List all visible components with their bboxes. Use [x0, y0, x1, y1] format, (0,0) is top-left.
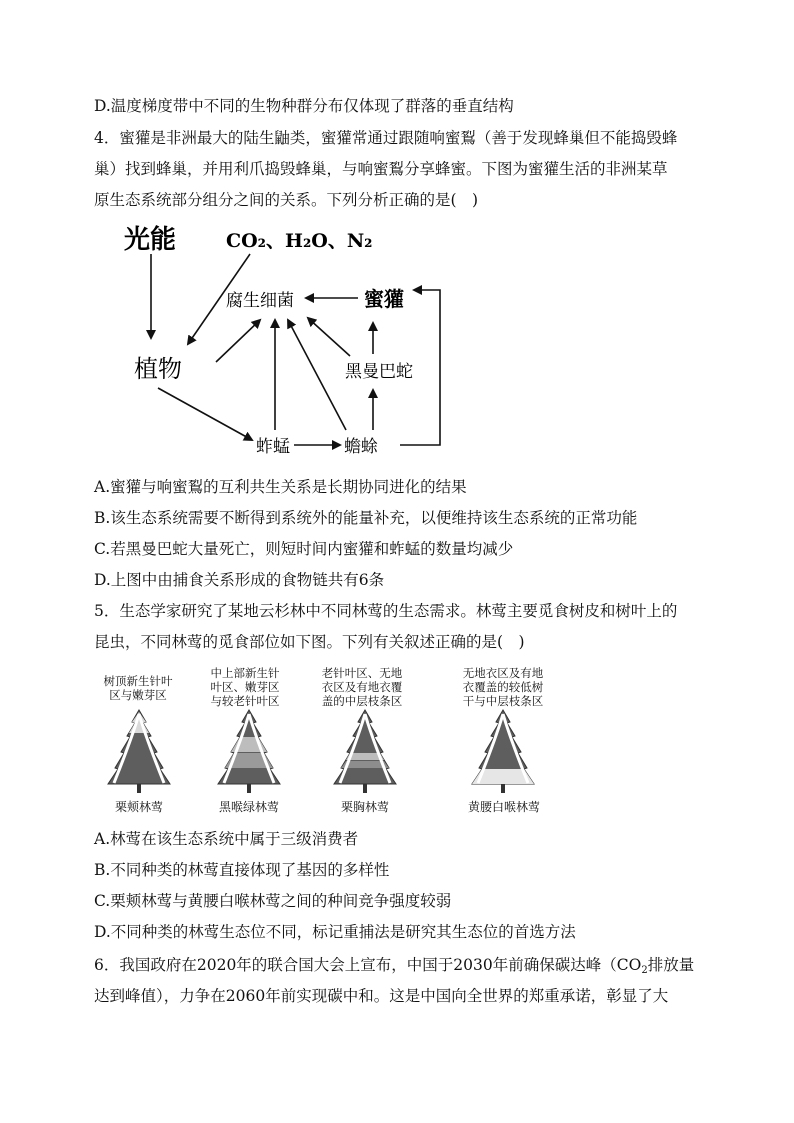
q3-option-d: D.温度梯度带中不同的生物种群分布仅体现了群落的垂直结构	[94, 97, 514, 115]
tree-1	[108, 710, 170, 793]
q5-option-b: B.不同种类的林莺直接体现了基因的多样性	[94, 861, 390, 879]
node-snake: 黑曼巴蛇	[345, 362, 413, 382]
food-web-diagram	[118, 220, 458, 465]
tree-1-label: 树顶新生针叶 区与嫩芽区	[103, 674, 173, 702]
node-honey-badger: 蜜獾	[364, 287, 404, 311]
tree-3-name: 栗胸林莺	[340, 800, 389, 814]
warbler-tree-figure	[96, 660, 576, 820]
tree-3	[334, 710, 396, 793]
node-light: 光能	[124, 225, 177, 255]
tree-1-name: 栗颊林莺	[114, 800, 163, 814]
tree-3-label: 老针叶区、无地 衣区及有地衣覆 盖的中层枝条区	[321, 666, 403, 708]
node-gases: CO₂、H₂O、N₂	[226, 230, 373, 252]
q5-option-d: D.不同种类的林莺生态位不同，标记重捕法是研究其生态位的首选方法	[94, 923, 576, 941]
q4-stem-line2: 巢）找到蜂巢，并用利爪捣毁蜂巢，与响蜜鴷分享蜂蜜。下图为蜜獾生活的非洲某草	[94, 160, 668, 178]
arrow-toad-decomposer	[288, 320, 346, 430]
arrow-snake-decomposer	[308, 318, 350, 356]
trees-illustration	[96, 708, 576, 796]
node-decomposer: 腐生细菌	[226, 291, 294, 311]
q5-stem-line1: 5．生态学家研究了某地云杉林中不同林莺的生态需求。林莺主要觅食树皮和树叶上的	[94, 602, 678, 620]
arrow-plant-grasshopper	[158, 388, 252, 440]
tree-4	[472, 710, 534, 793]
tree-2	[218, 710, 280, 793]
node-plant: 植物	[134, 355, 182, 383]
q6-stem-line2: 达到峰值），力争在2060年前实现碳中和。这是中国向全世界的郑重承诺，彰显了大	[94, 987, 669, 1005]
q6-stem-line1: 6．我国政府在2020年的联合国大会上宣布，中国于2030年前确保碳达峰（$CO_2$排放量	[94, 956, 695, 976]
tree-4-name: 黄腰白喉林莺	[467, 800, 540, 814]
q5-option-c: C.栗颊林莺与黄腰白喉林莺之间的种间竞争强度较弱	[94, 892, 452, 910]
q4-option-a: A.蜜獾与响蜜鴷的互利共生关系是长期协同进化的结果	[94, 478, 467, 496]
q5-option-a: A.林莺在该生态系统中属于三级消费者	[94, 830, 359, 848]
q5-stem-line2: 昆虫，不同林莺的觅食部位如下图。下列有关叙述正确的是( )	[94, 633, 525, 651]
tree-2-label: 中上部新生针 叶区、嫩芽区 与较老针叶区	[210, 666, 280, 708]
arrow-plant-decomposer	[216, 320, 260, 362]
q4-stem-line1: 4．蜜獾是非洲最大的陆生鼬类，蜜獾常通过跟随响蜜鴷（善于发现蜂巢但不能捣毁蜂	[94, 129, 678, 147]
q4-option-b: B.该生态系统需要不断得到系统外的能量补充，以便维持该生态系统的正常功能	[94, 509, 638, 527]
q4-stem-line3: 原生态系统部分组分之间的关系。下列分析正确的是( )	[94, 191, 479, 209]
node-grasshopper: 蚱蜢	[256, 437, 290, 457]
q4-option-d: D.上图中由捕食关系形成的食物链共有6条	[94, 571, 385, 589]
q4-option-c: C.若黑曼巴蛇大量死亡，则短时间内蜜獾和蚱蜢的数量均减少	[94, 540, 514, 558]
tree-2-name: 黑喉绿林莺	[218, 800, 279, 814]
tree-4-label: 无地衣区及有地 衣覆盖的较低树 干与中层枝条区	[462, 666, 544, 708]
node-toad: 蟾蜍	[344, 437, 378, 457]
